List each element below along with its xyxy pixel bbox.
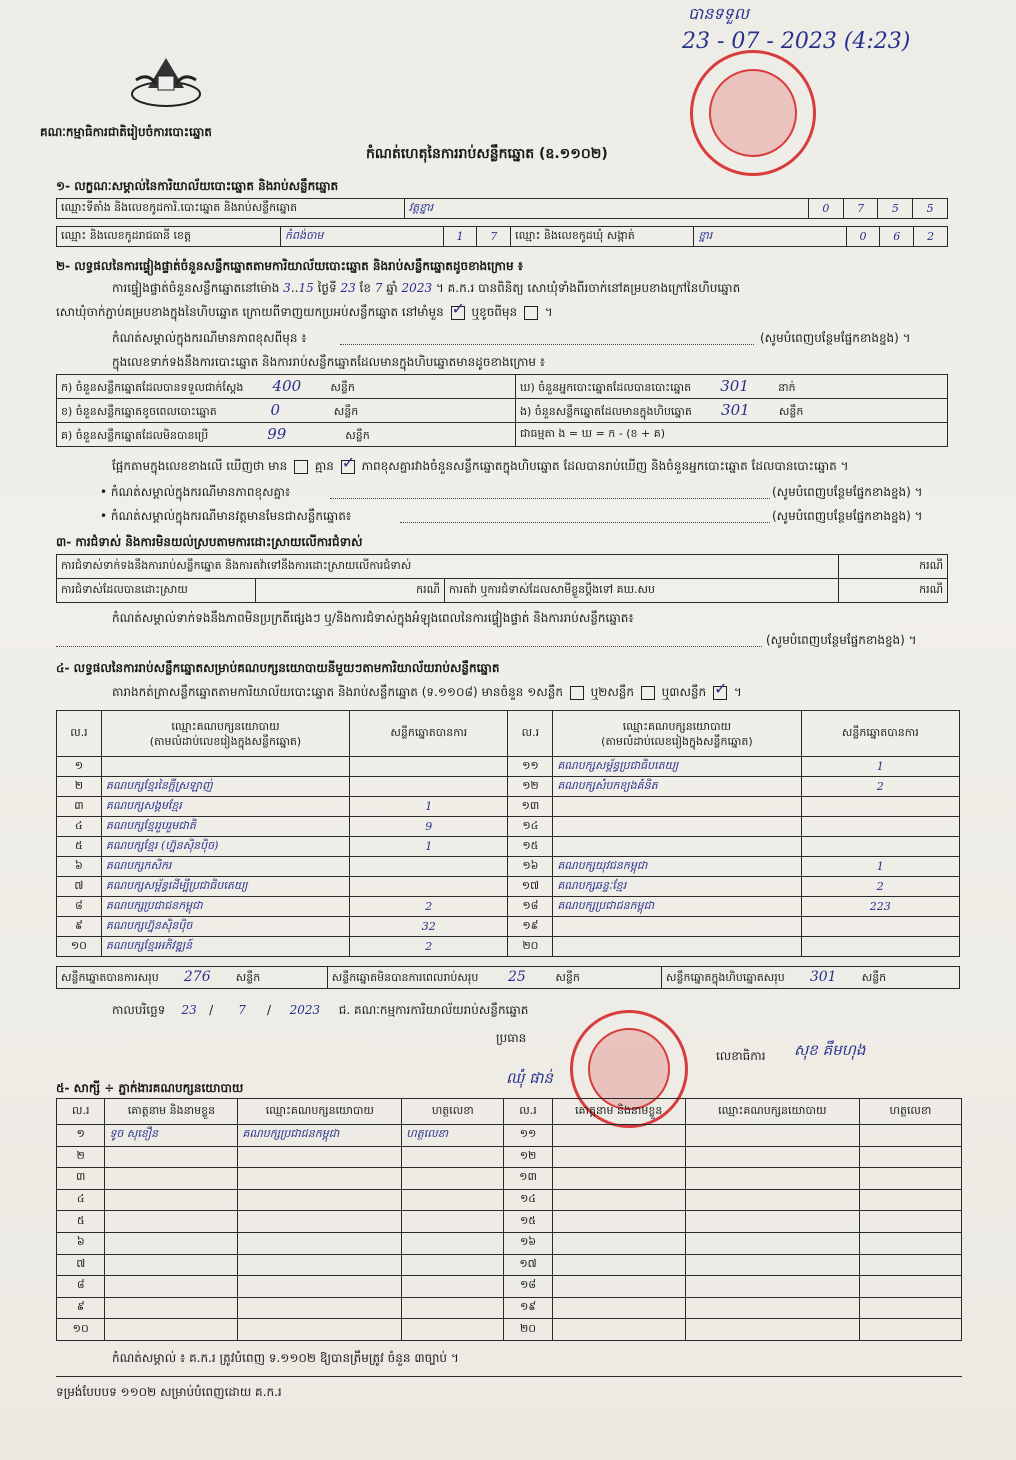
commune-code-3: 2 [914,227,948,247]
chair-label: ប្រធាន [496,1031,527,1045]
results-col-votes: សន្លឹកឆ្នោតបានការ [350,711,508,757]
witness-col-name: គោត្តនាម និងនាមខ្លួន [105,1099,238,1125]
verify-minute: 15 [298,281,314,295]
results-row-votes: 9 [350,817,508,837]
irregular-note: កំណត់សម្គាល់ក្នុងករណីមានភាពខុសពីមុន ៖ [112,331,307,345]
location-value: វត្តខ្នារ [404,199,808,219]
results-row [57,917,960,937]
seal-line: សោឃុំចាក់ភ្ជាប់គម្របខាងក្នុងនៃហិបឆ្នោត ក្រោយពីទាញយកប្រអប់សន្លឹកឆ្នោត នៅមាំមួន ✓ ឬខូចពីមុន ។ [56,304,553,320]
complaint-appeal-label: ការតវ៉ា ឬការជំទាស់ដែលសាមីខ្លួនប្ដឹងទៅ គឃ.សប [445,579,839,603]
section4-heading: ៤- លទ្ធផលនៃការរាប់សន្លឹកឆ្នោតសម្រាប់គណបក្សនយោបាយនីមួយៗតាមការិយាល័យរាប់សន្លឹកឆ្នោត [56,661,500,675]
witness-row-sign [859,1276,961,1298]
ballot-total-value: 301 [809,968,837,985]
results-row-party [553,937,801,957]
witness-row-no: ៦ [57,1232,105,1254]
commune-code-1: 0 [846,227,880,247]
verify-time-label: ការផ្ទៀងផ្ទាត់ចំនួនសន្លឹកឆ្នោតនៅម៉ោង [112,281,280,295]
count-a-unit: សន្លឹក [330,380,355,394]
count-d-value: 301 [720,376,749,395]
witness-row-sign [859,1254,961,1276]
seal-broken-label: ឬខូចពីមុន [471,305,518,319]
count-b-value: 0 [270,400,281,419]
compare-rest-text: ភាពខុសគ្នារវាងចំនួនសន្លឹកឆ្នោតក្នុងហិបឆ្នោត ដែលបានរាប់ឃើញ និងចំនួនអ្នកបោះឆ្នោត ដែលបានបោះឆ្នោត ។ [361,459,849,473]
results-row-no: ១២ [508,777,553,797]
witness-row [57,1125,962,1147]
witness-row-no: ១២ [504,1146,552,1168]
compare-line-text: ផ្អែកតាមក្នុងលេខខាងលើ ឃើញថា មាន [112,459,288,473]
form-title: កំណត់ហេតុនៃការរាប់សន្លឹកឆ្នោត (ឧ.១១០២) [366,146,608,162]
results-row-party: គណបក្សសម្ព័ន្ធប្រជាធិបតេយ្យ [553,757,801,777]
location-code-1: 0 [808,199,843,219]
witness-row-no: ១៤ [504,1189,552,1211]
day-label: ថ្ងៃទី [317,281,337,295]
verify-time-suffix: ។ គ.ក.រ បានពិនិត្យ សោឃុំទាំងពីរចាក់នៅគម្របខាងក្រៅនៃហិបឆ្នោត [435,281,741,295]
results-row-party: គណបក្សហ្វ៊ុនស៊ិនប៉ិច [101,917,349,937]
witness-row-name [552,1254,685,1276]
results-row-votes [350,857,508,877]
results-row-votes: 2 [350,937,508,957]
results-row-votes: 1 [350,837,508,857]
sheets-1-checkbox[interactable] [570,686,584,700]
invalid-total-unit: សន្លឹក [555,970,580,984]
results-row-no: ១៤ [508,817,553,837]
section3-heading: ៣- ការជំទាស់ និងការមិនយល់ស្របតាមការដោះស្រាយលើការជំទាស់ [56,535,363,549]
witness-row-no: ១៧ [504,1254,552,1276]
results-row-party: គណបក្សឆន្ទៈខ្មែរ [553,877,801,897]
section1-table-row2 [56,226,948,247]
seal-line-text: សោឃុំចាក់ភ្ជាប់គម្របខាងក្នុងនៃហិបឆ្នោត ក្រោយពីទាញយកប្រអប់សន្លឹកឆ្នោត នៅមាំមួន [56,305,444,319]
sheets-3-label: ឬ៣សន្លឹក [661,685,707,699]
witness-row-sign [402,1232,504,1254]
compare-line [112,458,849,474]
results-row-votes: 223 [801,897,959,917]
results-row-no: ១៦ [508,857,553,877]
witness-row-name [105,1254,238,1276]
witness-row-party [238,1168,402,1190]
witness-row [57,1189,962,1211]
results-row-votes [801,937,959,957]
section2-heading: ២- លទ្ធផលនៃការផ្ទៀងផ្ទាត់ចំនួនសន្លឹកឆ្នោតតាមការិយាល័យបោះឆ្នោត និងរាប់សន្លឹកឆ្នោតដូចខាងក្រោម ៖ [56,259,524,273]
results-row-party: គណបក្សខ្មែរ (ហ្វ៊ុនស៊ិនប៉ិច) [101,837,349,857]
sheets-2-label: ឬ២សន្លឹក [590,685,634,699]
verify-day: 23 [340,281,356,295]
counts-intro: ក្នុងលេខទាក់ទងនឹងការបោះឆ្នោត និងការរាប់សន្លឹកឆ្នោតដែលមានក្នុងហិបឆ្នោតមានដូចខាងក្រោម ៖ [112,355,546,369]
results-row-party: គណបក្សប្រជាជនកម្ពុជា [101,897,349,917]
witness-row-name [105,1211,238,1233]
results-row-party: គណបក្សប្រជាជនកម្ពុជា [553,897,801,917]
witness-row-name [552,1232,685,1254]
witness-row-sign [402,1211,504,1233]
results-row-votes [801,837,959,857]
witness-row [57,1232,962,1254]
date-month: 7 [238,1003,246,1017]
org-name: គណៈកម្មាធិការជាតិរៀបចំការបោះឆ្នោត [40,125,212,139]
results-row-votes: 2 [801,777,959,797]
witness-row-no: ២ [57,1146,105,1168]
witness-row-name [552,1211,685,1233]
province-value: កំពង់ចាម [281,227,444,247]
results-table [56,710,960,957]
counts-table [56,374,948,447]
complaint-row1-label: ការជំទាស់ទាក់ទងនឹងការរាប់សន្លឹកឆ្នោត និងការតវ៉ាទៅនឹងការដោះស្រាយលើការជំទាស់ [61,558,412,572]
section3-note-line [56,646,762,647]
province-label: ឈ្មោះ និងលេខកូដរាជធានី ខេត្ត [57,227,281,247]
complaint-row1-unit: ករណី [839,555,948,579]
complaint-resolved-unit: ករណី [256,579,445,603]
witness-row [57,1297,962,1319]
results-row-votes [350,777,508,797]
count-c-value: 99 [267,424,287,443]
results-row-party: គណបក្សខ្មែរអភិវឌ្ឍន៍ [101,937,349,957]
results-col-party-2: ឈ្មោះគណបក្សនយោបាយ (តាមលំដាប់លេខរៀងក្នុងសន្លឹកឆ្នោត) [553,711,801,757]
witness-row-name [105,1189,238,1211]
invalid-total-value: 25 [507,968,526,985]
complaints-table [56,554,948,603]
witness-col-sign: ហត្ថលេខា [402,1099,504,1125]
complaint-resolved-label: ការជំទាស់ដែលបានដោះស្រាយ [57,579,256,603]
witness-row-party [238,1232,402,1254]
results-row [57,777,960,797]
results-row [57,857,960,877]
witness-row-party [685,1189,859,1211]
witness-col-sign-2: ហត្ថលេខា [859,1099,961,1125]
witness-row-sign [859,1168,961,1190]
section1-heading: ១- លក្ខណៈសម្គាល់នៃការិយាល័យបោះឆ្នោត និងរាប់សន្លឹកឆ្នោត [56,179,339,193]
results-row-no: ១៩ [508,917,553,937]
results-row-votes [350,757,508,777]
witness-row-sign [859,1297,961,1319]
results-row-party [553,817,801,837]
results-row-no: ១៣ [508,797,553,817]
witness-row-name [552,1189,685,1211]
results-row-votes [801,917,959,937]
results-row [57,877,960,897]
witness-row-name [105,1146,238,1168]
witness-row-sign [402,1189,504,1211]
witness-row [57,1319,962,1341]
count-c-unit: សន្លឹក [345,428,370,442]
received-datetime: 23 - 07 - 2023 (4:23) [682,29,911,54]
witness-row-name [105,1276,238,1298]
verify-hour: 3 [283,281,291,295]
valid-total-value: 276 [183,968,211,985]
irregular-note-line [340,344,754,345]
results-row-no: ៩ [57,917,102,937]
results-row-votes: 1 [801,857,959,877]
witness-row-sign [859,1319,961,1341]
results-row-party: គណបក្សកសិករ [101,857,349,877]
witness-row-name [552,1297,685,1319]
witness-row [57,1146,962,1168]
witness-row-sign [402,1168,504,1190]
results-row-no: ៥ [57,837,102,857]
results-row-no: ១០ [57,937,102,957]
results-col-no-2: ល.រ [508,711,553,757]
results-col-votes-2: សន្លឹកឆ្នោតបានការ [801,711,959,757]
received-label: បានទទួល [688,4,749,23]
witness-row-sign [859,1125,961,1147]
diff-note: • កំណត់សម្គាល់ក្នុងករណីមានភាពខុសគ្នា៖ [100,485,291,499]
form-footer: ទម្រង់បែបបទ ១១០២ សម្រាប់បំពេញដោយ គ.ក.រ [56,1385,282,1399]
witness-row-no: ១១ [504,1125,552,1147]
seal-broken-checkbox[interactable] [524,306,538,320]
count-e-unit: សន្លឹក [778,404,804,418]
verify-month: 7 [374,281,383,295]
province-code-1: 1 [443,227,477,247]
witness-row [57,1276,962,1298]
date-label: កាលបរិច្ឆេទ [112,1003,166,1017]
results-row-party: គណបក្សសង្គមខ្មែរ [101,797,349,817]
witness-row-party [685,1254,859,1276]
results-row-no: ១១ [508,757,553,777]
sheets-2-checkbox[interactable] [641,686,655,700]
count-e-value: 301 [721,400,750,419]
witness-row-party [238,1319,402,1341]
witness-row-no: ១ [57,1125,105,1147]
count-b-label: ខ) ចំនួនសន្លឹកឆ្នោតខូចពេលបោះឆ្នោត [61,404,217,418]
witness-row-no: ១៥ [504,1211,552,1233]
location-code-3: 5 [878,199,913,219]
month-label: ខែ [359,281,371,295]
witness-row-sign [402,1297,504,1319]
commune-code-2: 6 [880,227,914,247]
results-row-no: ៣ [57,797,102,817]
foreign-fill-note: (សូមបំពេញបន្ថែមផ្នែកខាងខ្នង) ។ [772,509,923,523]
verify-year: 2023 [401,281,433,295]
results-row [57,757,960,777]
foreign-note-line [400,522,770,523]
witness-row-no: ៤ [57,1189,105,1211]
results-row-votes: 1 [350,797,508,817]
sheets-line-text: តារាងកត់ត្រាសន្លឹកឆ្នោតតាមការិយាល័យបោះឆ្នោត និងរាប់សន្លឹកឆ្នោត (ទ.១១០៨) មានចំនួន ១សន្លឹក [112,685,563,699]
commune-label: ឈ្មោះ និងលេខកូដឃុំ សង្កាត់ [511,227,694,247]
witness-row-sign [402,1276,504,1298]
witness-row-name [105,1232,238,1254]
results-row-no: ៨ [57,897,102,917]
invalid-total-label: សន្លឹកឆ្នោតមិនបានការពេលរាប់សរុប [331,970,479,984]
witness-table [56,1098,962,1341]
results-row [57,797,960,817]
witness-row-no: ៣ [57,1168,105,1190]
count-b-unit: សន្លឹក [333,404,359,418]
results-row-votes [350,877,508,897]
witness-row-name [552,1319,685,1341]
date-day: 23 [181,1003,197,1017]
results-row-votes [801,817,959,837]
witness-row-party [685,1319,859,1341]
witness-row-name [105,1168,238,1190]
witness-col-party: ឈ្មោះគណបក្សនយោបាយ [238,1099,402,1125]
valid-total-unit: សន្លឹក [235,970,261,984]
location-code-2: 7 [843,199,878,219]
year-label: ឆ្នាំ [386,281,398,295]
witness-row-sign [859,1211,961,1233]
results-row-no: ១៨ [508,897,553,917]
nec-emblem-icon [128,50,204,110]
count-c-label: គ) ចំនួនសន្លឹកឆ្នោតដែលមិនបានប្រើ [61,428,209,442]
witness-row-no: ៩ [57,1297,105,1319]
results-totals [56,966,960,989]
results-row-party [553,837,801,857]
section5-heading: ៥- សាក្សី ÷ ភ្នាក់ងារគណបក្សនយោបាយ [56,1081,244,1095]
compare-no-checkbox[interactable] [341,460,355,474]
witness-row-party [685,1125,859,1147]
results-row-no: ៧ [57,877,102,897]
results-row-party [553,797,801,817]
count-d-unit: នាក់ [778,380,796,394]
witness-row-party [238,1254,402,1276]
witness-row-party [238,1146,402,1168]
count-d-label: ឃ) ចំនួនអ្នកបោះឆ្នោតដែលបានបោះឆ្នោត [520,380,692,394]
section1-table [56,198,948,219]
commune-value: ខ្នារ [694,227,846,247]
witness-row-sign: ហត្ថលេខា [402,1125,504,1147]
ballot-total-label: សន្លឹកឆ្នោតក្នុងហិបឆ្នោតសរុប [666,970,785,984]
witness-row-sign [859,1232,961,1254]
results-row-party: គណបក្សយុវជនកម្ពុជា [553,857,801,877]
diff-note-line [330,498,770,499]
witness-row-no: ១៩ [504,1297,552,1319]
section3-fill-note: (សូមបំពេញបន្ថែមផ្នែកខាងខ្នង) ។ [766,633,917,647]
ballot-total-unit: សន្លឹក [861,970,887,984]
results-row-no: ១៧ [508,877,553,897]
witness-row-party [238,1276,402,1298]
witness-row-party [685,1146,859,1168]
witness-row-no: ១០ [57,1319,105,1341]
witness-row-sign [859,1146,961,1168]
results-row [57,897,960,917]
witness-row-name [105,1319,238,1341]
witness-row-name [552,1146,685,1168]
witness-footnote: កំណត់សម្គាល់ ៖ គ.ក.រ ត្រូវបំពេញ ទ.១១០២ ឱ្យបានត្រឹមត្រូវ ចំនួន ៣ច្បាប់ ។ [112,1351,459,1365]
compare-no-label: គ្មាន [314,459,334,473]
formula: ជាធម្មតា ង = ឃ = ក - (ខ + គ) [516,423,948,447]
witness-row-sign [859,1189,961,1211]
committee-label: ជ. គណៈកម្មការការិយាល័យរាប់សន្លឹកឆ្នោត [338,1003,529,1017]
witness-row-party [238,1189,402,1211]
chair-name: ឈុំ ផាន់ [506,1069,553,1087]
results-col-party: ឈ្មោះគណបក្សនយោបាយ (តាមលំដាប់លេខរៀងក្នុងសន្លឹកឆ្នោត) [101,711,349,757]
witness-row-no: ៨ [57,1276,105,1298]
witness-col-no-2: ល.រ [504,1099,552,1125]
sheets-line: តារាងកត់ត្រាសន្លឹកឆ្នោតតាមការិយាល័យបោះឆ្នោត និងរាប់សន្លឹកឆ្នោត (ទ.១១០៨) មានចំនួន ១សន្លឹក ឬ២សន្លឹក ឬ៣សន្លឹក ✓ ។ [112,684,742,700]
results-row-party: គណបក្សខ្មែររួបរួមជាតិ [101,817,349,837]
date-year: 2023 [289,1003,321,1017]
witness-row [57,1211,962,1233]
witness-row-party [685,1211,859,1233]
witness-col-name-2: គោត្តនាម និងនាមខ្លួន [552,1099,685,1125]
witness-row-sign [402,1319,504,1341]
witness-row-no: ៥ [57,1211,105,1233]
secretary-name: សុខ គឹមហុង [794,1041,866,1059]
results-row-no: ១៥ [508,837,553,857]
results-row-no: ២ [57,777,102,797]
count-a-label: ក) ចំនួនសន្លឹកឆ្នោតដែលបានទទួលជាក់ស្ដែង [61,380,244,394]
footer-divider [56,1376,962,1377]
witness-row-no: ១៦ [504,1232,552,1254]
results-row [57,937,960,957]
witness-col-no: ល.រ [57,1099,105,1125]
witness-row-name [552,1168,685,1190]
witness-row-name [552,1276,685,1298]
results-row-votes: 1 [801,757,959,777]
date-line: កាលបរិច្ឆេទ 23 / 7 / 2023 ជ. គណៈកម្មការការិយាល័យរាប់សន្លឹកឆ្នោត [112,1003,529,1017]
witness-row-party [238,1297,402,1319]
results-row [57,837,960,857]
witness-row-sign [402,1146,504,1168]
verify-time-line: ការផ្ទៀងផ្ទាត់ចំនួនសន្លឹកឆ្នោតនៅម៉ោង 3..15 ថ្ងៃទី 23 ខែ 7 ឆ្នាំ 2023 ។ គ.ក.រ បានពិនិត្យ សោឃុំទាំងពីរចាក់នៅគម្របខាងក្រៅនៃហិបឆ្នោត [112,281,741,295]
diff-fill-note: (សូមបំពេញបន្ថែមផ្នែកខាងខ្នង) ។ [772,485,923,499]
witness-row-no: ៧ [57,1254,105,1276]
witness-row-sign [402,1254,504,1276]
witness-row-name: ទូច សុខឿន [105,1125,238,1147]
results-row-party [553,917,801,937]
results-row-party: គណបក្សសំបកខ្យងគំនិត [553,777,801,797]
compare-yes-checkbox[interactable] [294,460,308,474]
witness-col-party-2: ឈ្មោះគណបក្សនយោបាយ [685,1099,859,1125]
count-a-value: 400 [272,376,302,395]
count-e-label: ង) ចំនួនសន្លឹកឆ្នោតដែលមានក្នុងហិបឆ្នោត [520,404,692,418]
section3-note: កំណត់សម្គាល់ទាក់ទងនឹងភាពមិនប្រក្រតីផ្សេងៗ ឬ/និងការជំទាស់ក្នុងអំឡុងពេលនៃការផ្ទៀងផ្ទាត់ និងការរាប់សន្លឹកឆ្នោត៖ [112,611,634,625]
official-seal-icon [690,50,816,176]
results-row-no: ៦ [57,857,102,877]
results-row-votes: 32 [350,917,508,937]
witness-row-no: ១៨ [504,1276,552,1298]
results-row [57,817,960,837]
sheets-3-checkbox[interactable] [713,686,727,700]
witness-row-party [685,1297,859,1319]
witness-row [57,1254,962,1276]
seal-intact-checkbox[interactable] [451,306,465,320]
location-label: ឈ្មោះទីតាំង និងលេខកូដការិ.បោះឆ្នោត និងរាប់សន្លឹកឆ្នោត [57,199,405,219]
results-row-party: គណបក្សសម្ព័ន្ធដើម្បីប្រជាធិបតេយ្យ [101,877,349,897]
witness-row-no: ២០ [504,1319,552,1341]
location-code-4: 5 [913,199,948,219]
witness-row-no: ១៣ [504,1168,552,1190]
results-row-party [101,757,349,777]
results-row-party: គណបក្សខ្មែរនៃក្ដីស្រឡាញ់ [101,777,349,797]
foreign-note: • កំណត់សម្គាល់ក្នុងករណីមានវត្តមានមែនជាសន្លឹកឆ្នោត៖ [100,509,352,523]
irregular-fill-note: (សូមបំពេញបន្ថែមផ្នែកខាងខ្នង) ។ [760,331,911,345]
province-code-2: 7 [477,227,511,247]
complaint-appeal-unit: ករណី [839,579,948,603]
witness-row-name [105,1297,238,1319]
results-row-votes: 2 [801,877,959,897]
results-row-votes [801,797,959,817]
results-col-no: ល.រ [57,711,102,757]
witness-row-party [685,1232,859,1254]
results-row-no: ៤ [57,817,102,837]
valid-total-label: សន្លឹកឆ្នោតបានការសរុប [61,970,159,984]
witness-row-party [685,1276,859,1298]
results-row-no: ១ [57,757,102,777]
results-row-votes: 2 [350,897,508,917]
witness-row-party: គណបក្សប្រជាជនកម្ពុជា [238,1125,402,1147]
results-row-no: ២០ [508,937,553,957]
secretary-label: លេខាធិការ [716,1049,766,1063]
witness-row-name [552,1125,685,1147]
witness-row [57,1168,962,1190]
witness-row-party [238,1211,402,1233]
witness-row-party [685,1168,859,1190]
